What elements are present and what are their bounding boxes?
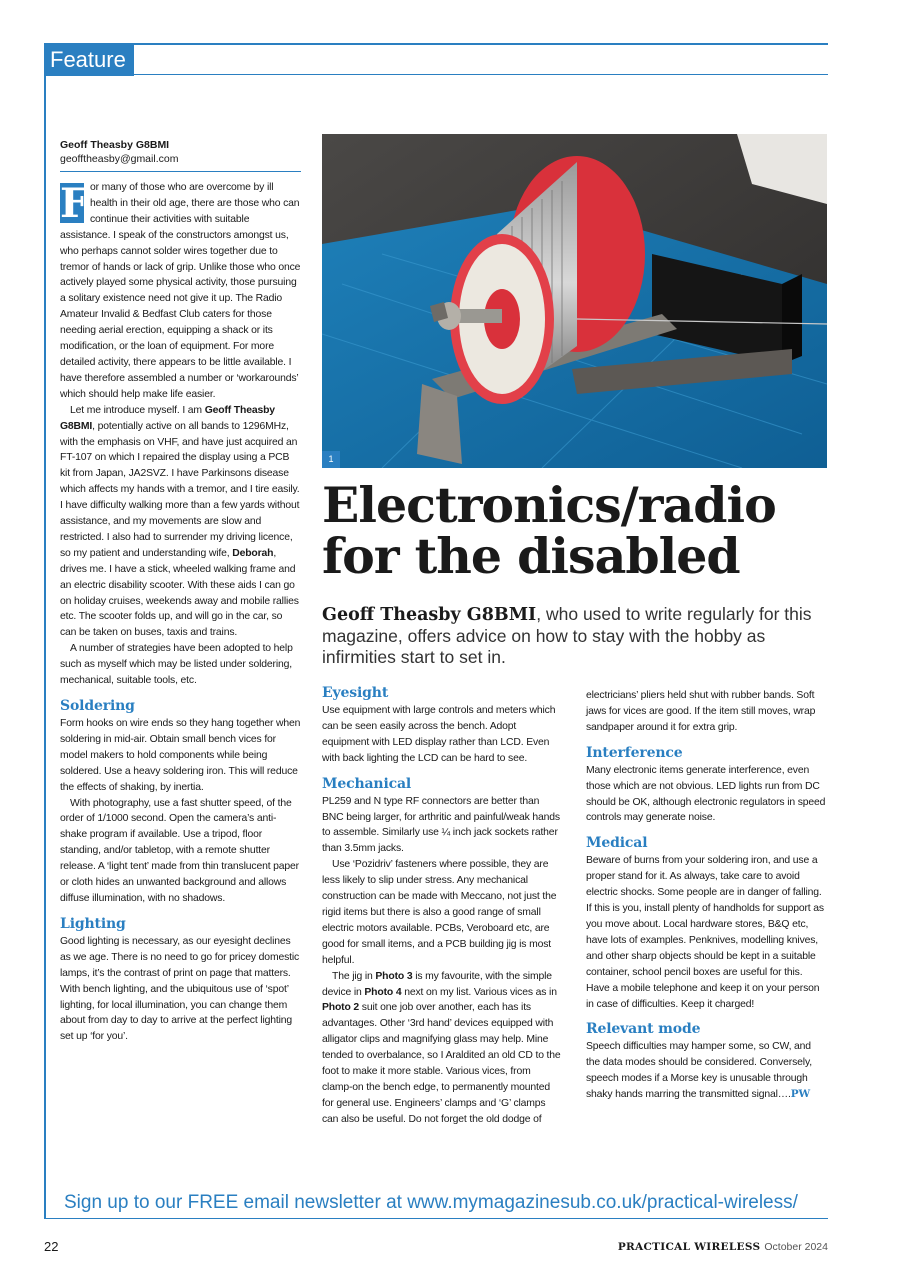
soldering-heading: Soldering bbox=[60, 698, 135, 714]
mechanical-paragraph-2: Use ‘Pozidriv’ fasteners where possible, they are less likely to slip under stress. Any mechanical construction can be made with Meccano, not just the rigid items but there is also a good range of small electric motors available. PCBs, Veroboard etc, are good for small items, and a PCB building jig is most helpful. bbox=[322, 859, 557, 966]
header-rule bbox=[44, 43, 828, 45]
newsletter-signup-link[interactable]: Sign up to our FREE email newsletter at www.mymagazinesub.co.uk/practical-wireless/ bbox=[64, 1192, 798, 1213]
tab-underline bbox=[134, 74, 828, 75]
mechanical-paragraph-1: PL259 and N type RF connectors are better than BNC being larger, for arthritic and painful/weak hands to assemble. Similarly use ¼ inch jack sockets rather than 3.5mm jacks. bbox=[322, 795, 560, 855]
soldering-paragraph-1: Form hooks on wire ends so they hang together when soldering in mid-air. Obtain small bench vices for model makers to hold components while being soldered. Use a heavy soldering iron. This will reduce the effects of shaking, by inertia. bbox=[60, 718, 301, 793]
intro-body bbox=[60, 180, 301, 1045]
frame-left-rule bbox=[44, 43, 46, 1218]
magazine-footer bbox=[618, 1239, 828, 1255]
article-photo bbox=[322, 134, 827, 468]
photo2-ref: Photo 2 bbox=[322, 1002, 360, 1014]
para2-text-c: , potentially active on all bands to 1296MHz, with the emphasis on VHF, and have just acquired an FT-107 on which I repaired the display using a PCB kit from Japan, JA2SVZ. I have Parkinsons disease which affects my hands with a tremor, and I tire easily. I have difficulty walking more than a few yards without assistance, and my movements are slow and restricted. I also had to surrender my driving licence, so my patient and understanding wife, bbox=[60, 420, 300, 559]
mech-p3-g: suit one job over another, each has its advantages. Other ‘3rd hand’ devices equipped with alligator clips and magnifying glass may help. Mine tended to overbalance, so I Araldited an old CD to the foot to make it more stable. Various vices, from clamp-on the bench edge, to permanently mounted for general use. Engineers’ clamps and ‘G’ clamps can also be useful. Do not forget the old dodge of bbox=[322, 1002, 561, 1125]
interference-paragraph: Many electronic items generate interference, even those which are not obvious. LED lights run from DC should be OK, although electronic regulators in speed controls may generate noise. bbox=[586, 764, 826, 824]
lighting-heading: Lighting bbox=[60, 915, 126, 932]
author-divider bbox=[60, 171, 301, 172]
intro-paragraph-2 bbox=[60, 403, 301, 642]
left-column bbox=[60, 138, 301, 1045]
standfirst-author: Geoff Theasby G8BMI bbox=[322, 605, 537, 625]
interference-heading: Interference bbox=[586, 744, 683, 761]
page-number: 22 bbox=[44, 1239, 59, 1254]
mech-p3-a: The jig in bbox=[332, 970, 376, 982]
intro-paragraph bbox=[60, 180, 301, 403]
solder-reel-photo bbox=[322, 134, 827, 468]
para2-wife-bold: Deborah bbox=[232, 547, 274, 559]
photo4-ref: Photo 4 bbox=[364, 986, 402, 998]
issue-date: October 2024 bbox=[764, 1241, 828, 1253]
para2-text-a: Let me introduce myself. I am bbox=[70, 404, 205, 416]
middle-column bbox=[322, 684, 563, 1128]
pw-signoff: PW bbox=[790, 1088, 810, 1101]
mech-p3-e: next on my list. Various vices as in bbox=[401, 986, 557, 998]
intro-text: or many of those who are overcome by ill health in their old age, there are those who can continue their activities with suitable assistance. I speak of the constructors amongst us, who perhaps cannot solder wires together due to tremor of hands or lack of grip. Unlike those who once actively played some physical activity, those pursuing a solitary existence need not give it up. The Radio Amateur Invalid & Bedfast Club caters for those needing aerial erection, equipping a shack or its modification, or the loan of equipment. For more detailed activity, there appears to be little available. I have therefore assembled a number or ‘workarounds’ which should help make life easier. bbox=[60, 182, 301, 400]
relevant-mode-paragraph bbox=[586, 1039, 827, 1103]
headline-line-1: Electronics/radio bbox=[322, 476, 776, 534]
photo3-ref: Photo 3 bbox=[375, 970, 413, 982]
drop-cap: F bbox=[60, 180, 89, 227]
relevant-mode-text: Speech difficulties may hamper some, so CW, and the data modes should be considered. Conversely, speech modes if a Morse key is unusable through shaky hands marring the transmitted signal…. bbox=[586, 1041, 812, 1101]
para2-text-e: , drives me. I have a stick, wheeled walking frame and an electric disability scooter. With these aids I can go on holiday cruises, weekends away and mobile rallies etc. The scooter folds up, and will go in the car, so can be taken on buses, taxis and trains. bbox=[60, 547, 299, 639]
magazine-name: PRACTICAL WIRELESS bbox=[617, 1241, 761, 1253]
medical-heading: Medical bbox=[586, 835, 648, 852]
lighting-paragraph-1: Good lighting is necessary, as our eyesight declines as we age. There is no need to go for pricey domestic lamps, it’s the contrast of print on page that matters. With bench lighting, and the ubiquitous use of ‘spot’ lighting, for local illumination, you can change them about from day to day to arrive at the perfect lighting set up ‘for you’. bbox=[60, 935, 300, 1043]
standfirst-text: , who used to write regularly for this magazine, offers advice on how to stay with the hobby as infirmities start to set in. bbox=[322, 604, 812, 667]
medical-paragraph: Beware of burns from your soldering iron, and use a proper stand for it. As always, take care to avoid electric shocks. Some people are in danger of falling. If this is you, install plenty of handholds for support as you move about. Local hardware stores, B&Q etc, have lots of examples. Penknives, modelling knives, and other sharp objects should be kept in a suitable container, school pencil boxes are useful for this. Have a mobile telephone and keep it on your person in case of difficulties. Keep it charged! bbox=[586, 855, 824, 1010]
eyesight-heading: Eyesight bbox=[322, 685, 389, 701]
author-name: Geoff Theasby G8BMI bbox=[60, 139, 170, 151]
soldering-paragraph-2: With photography, use a fast shutter speed, of the order of 1/1000 second. Open the camera’s anti-shake program if available. Use a tripod, floor standing, and/or tabletop, with a remote shutter release. A ‘light tent’ made from thin translucent paper or cloth hides an unwanted background and allows diffuse illumination, with no shadows. bbox=[60, 797, 299, 904]
headline-line-2: for the disabled bbox=[322, 527, 740, 585]
section-tab: Feature bbox=[44, 43, 134, 76]
para2-author-bold: Geoff Theasby G8BMI bbox=[60, 404, 275, 432]
photo-number-badge: 1 bbox=[322, 451, 340, 468]
right-column bbox=[586, 688, 827, 1103]
article-headline bbox=[322, 476, 827, 585]
mechanical-paragraph-3 bbox=[322, 969, 563, 1128]
mechanical-continued: electricians’ pliers held shut with rubber bands. Soft jaws for vices are good. If the item still moves, wrap sandpaper around it for extra grip. bbox=[586, 690, 816, 733]
footer-rule bbox=[44, 1218, 828, 1219]
relevant-mode-heading: Relevant mode bbox=[586, 1021, 701, 1038]
intro-paragraph-3: A number of strategies have been adopted to help such as myself which may be listed under soldering, mechanical, suitable tools, etc. bbox=[60, 643, 293, 687]
mech-p3-c: is my favourite, with the simple device in bbox=[322, 970, 552, 998]
standfirst bbox=[322, 604, 827, 668]
eyesight-paragraph: Use equipment with large controls and meters which can be seen easily across the bench. Adopt equipment with LED display rather than LCD. Even with back lighting the LCD can be hard to see. bbox=[322, 705, 556, 764]
author-email[interactable]: geofftheasby@gmail.com bbox=[60, 153, 179, 165]
mechanical-heading: Mechanical bbox=[322, 775, 412, 792]
